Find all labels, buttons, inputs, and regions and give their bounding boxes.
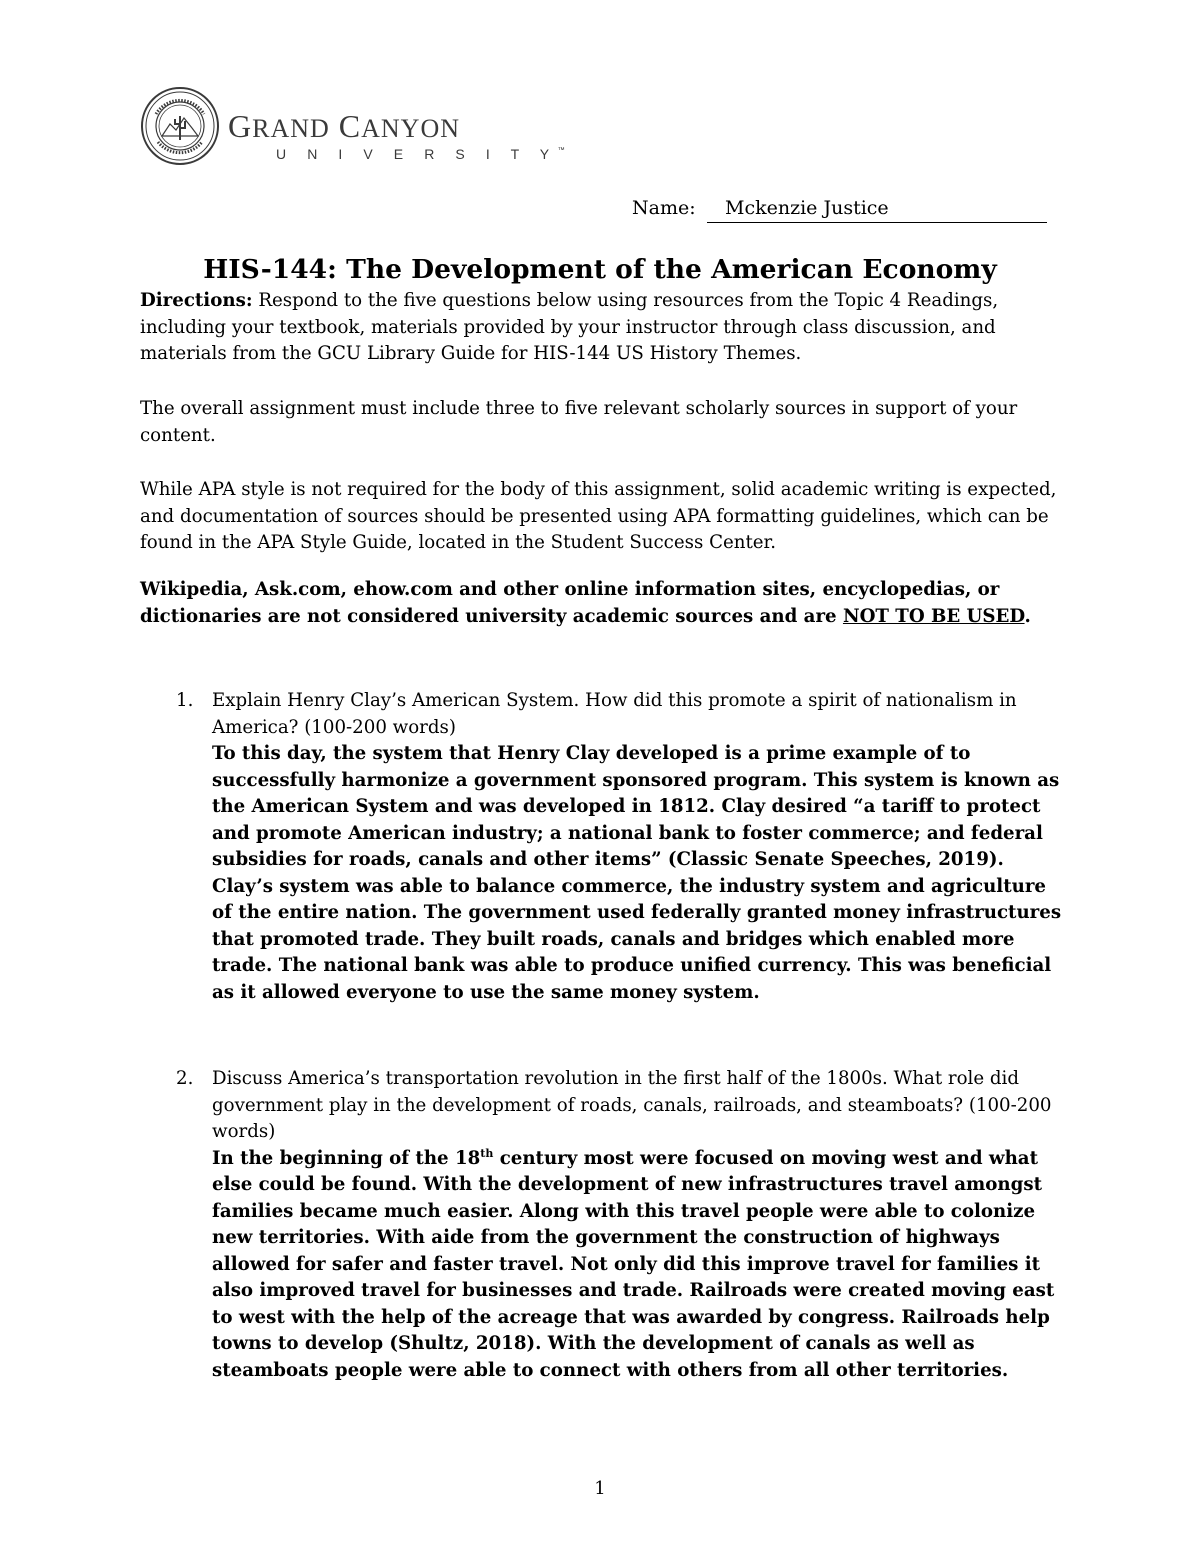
answer-text-start: In the beginning of the 18	[212, 1147, 481, 1169]
question-answer: To this day, the system that Henry Clay developed is a prime example of to successfully harmonize a government sponsored program. This system is known as the American System and was developed in 1812. Clay desired “a tariff to protect and promote American industry; a national bank to foster commerce; and federal subsidies for roads, canals and other items” (Classic Senate Speeches, 2019). Clay’s system was able to balance commerce, the industry system and agriculture of the entire nation. The government used federally granted money infrastructures that promoted trade. They built roads, canals and bridges which enabled more trade. The national bank was able to produce unified currency. This was beneficial as it allowed everyone to use the same money system.	[212, 743, 1062, 1003]
question-answer	[212, 1146, 1062, 1385]
name-label: Name:	[632, 197, 696, 219]
warning-end: .	[1024, 605, 1031, 627]
question-prompt: Explain Henry Clay’s American System. How did this promote a spirit of nationalism in America? (100-200 words)	[212, 690, 1017, 738]
page-number: 1	[594, 1478, 606, 1499]
directions-text: Respond to the five questions below using resources from the Topic 4 Readings, including your textbook, materials provided by your instructor through class discussion, and materials from the GCU Library Guide for HIS-144 US History Themes.	[140, 290, 999, 364]
name-value: Mckenzie Justice	[707, 196, 1047, 223]
ordinal-suffix: th	[480, 1146, 494, 1160]
directions-label: Directions:	[140, 290, 253, 311]
warning-underlined: NOT TO BE USED	[842, 605, 1025, 627]
logo-wordmark: GRAND CANYON	[228, 108, 461, 144]
question-body	[212, 1066, 1062, 1384]
question-prompt: Discuss America’s transportation revolution in the first half of the 1800s. What role did government play in the development of roads, canals, railroads, and steamboats? (100-200 words)	[212, 1068, 1052, 1142]
university-logo	[140, 86, 565, 176]
logo-subtitle: U N I V E R S I T Y™	[276, 146, 565, 162]
apa-paragraph: While APA style is not required for the body of this assignment, solid academic writing is expected, and documentation of sources should be presented using APA formatting guidelines, which can be found in the APA Style Guide, located in the Student Success Center.	[140, 479, 1057, 553]
warning-text: Wikipedia, Ask.com, ehow.com and other online information sites, encyclopedias, or dictionaries are not considered university academic sources and are	[140, 579, 1000, 627]
university-seal-icon	[140, 86, 220, 166]
sources-paragraph: The overall assignment must include three to five relevant scholarly sources in support of your content.	[140, 398, 1018, 446]
question-number: 1.	[176, 690, 194, 711]
question-number: 2.	[176, 1068, 194, 1089]
document-title: HIS-144: The Development of the American Economy	[203, 254, 997, 285]
directions-paragraph	[140, 288, 1070, 368]
question-body	[212, 688, 1062, 1006]
warning-paragraph	[140, 577, 1070, 630]
answer-text-rest: century most were focused on moving west and what else could be found. With the development of new infrastructures travel amongst families became much easier. Along with this travel people were able to colonize new territories. With aide from the government the construction of highways allowed for safer and faster travel. Not only did this improve travel for families it also improved travel for businesses and trade. Railroads were created moving east to west with the help of the acreage that was awarded by congress. Railroads help towns to develop (Shultz, 2018). With the development of canals as well as steamboats people were able to connect with others from all other territories.	[212, 1147, 1055, 1381]
name-field-row	[632, 196, 889, 220]
